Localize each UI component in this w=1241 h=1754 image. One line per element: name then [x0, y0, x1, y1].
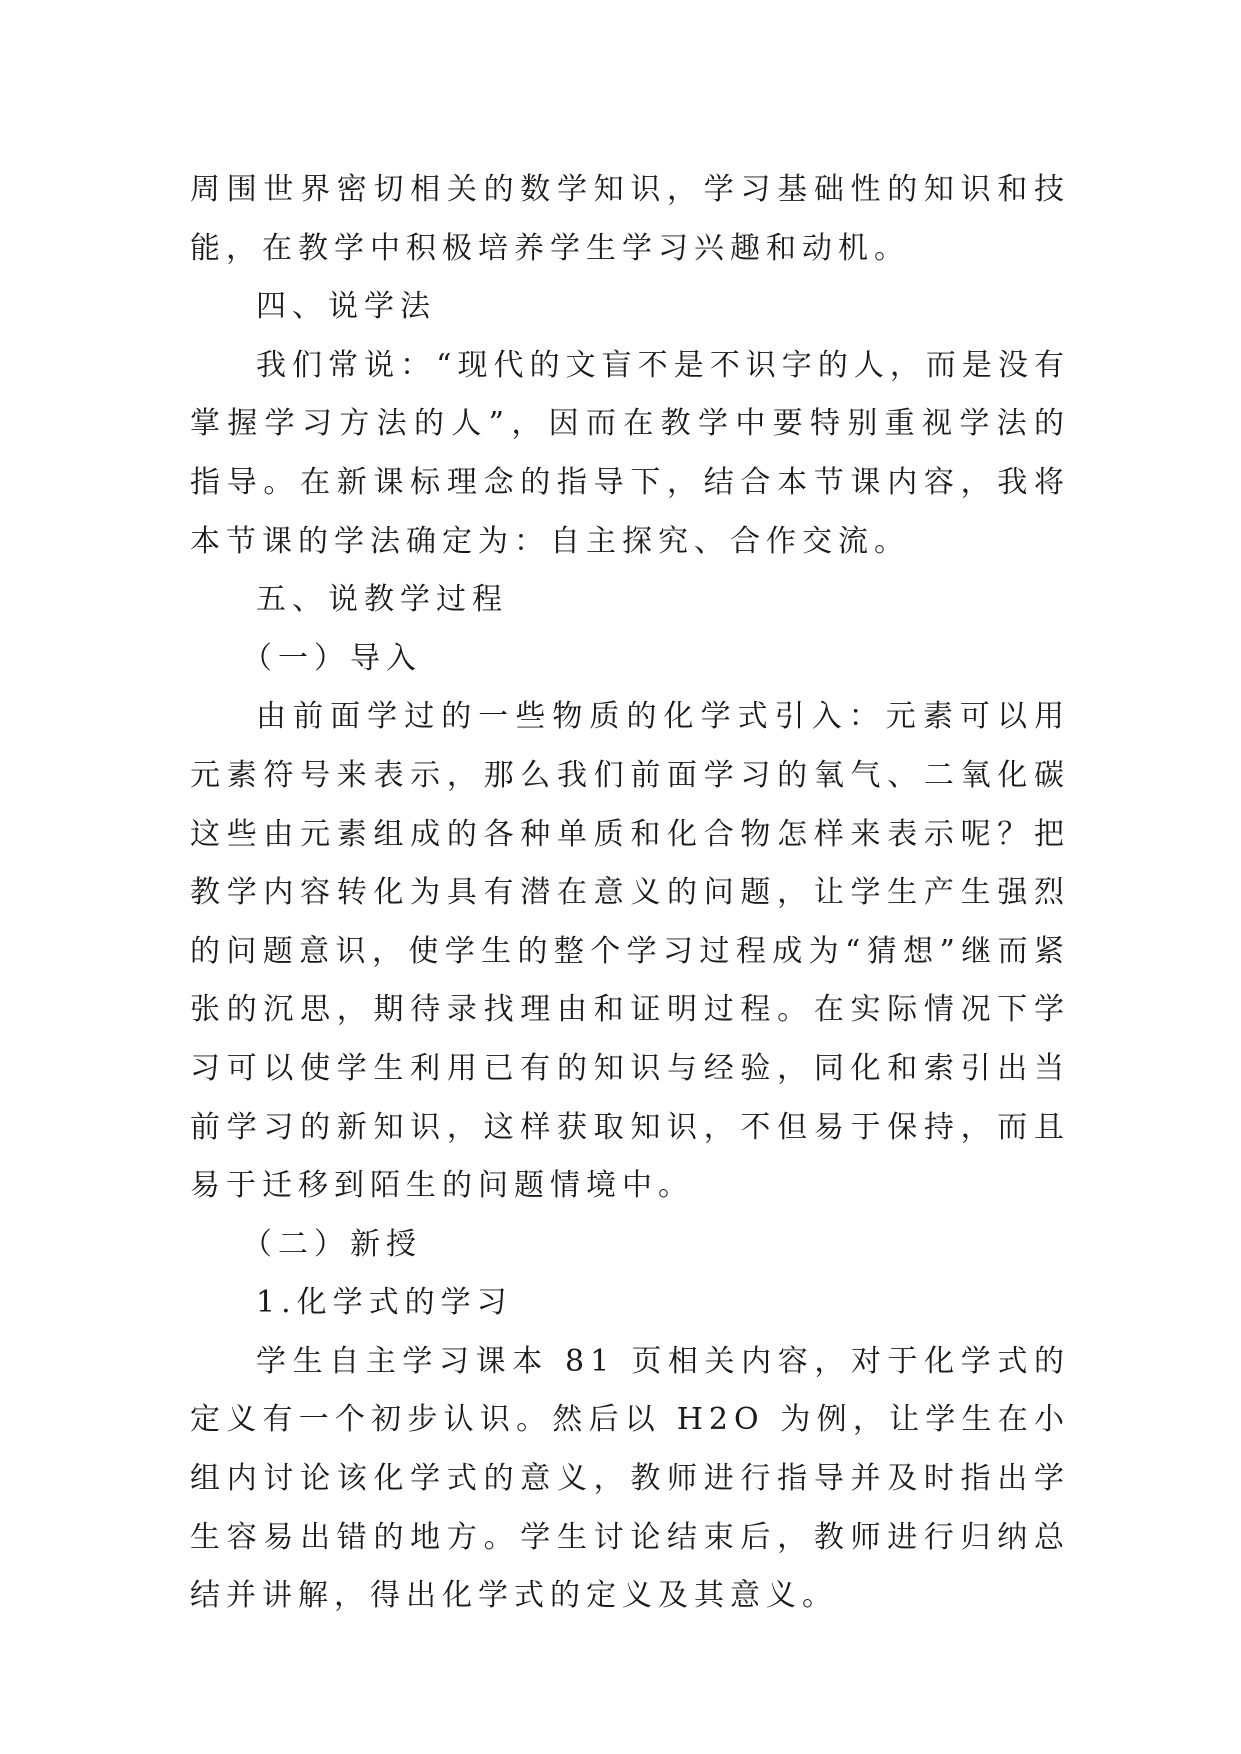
section-heading-teaching-process: 五、说教学过程	[256, 582, 508, 618]
subheading-chemical-formula: 1.化学式的学习	[256, 1285, 513, 1321]
section-heading-study-method: 四、说学法	[256, 289, 436, 325]
body-text	[190, 161, 1070, 1626]
paragraph-chemical-formula: 学生自主学习课本 81 页相关内容，对于化学式的定义有一个初步认识。然后以 H2O 为例，让学生在小组内讨论该化学式的意义，教师进行指导并及时指出学生容易出错的地方。学生讨论结束后，教师进行归纳总结并讲解，得出化学式的定义及其意义。	[190, 1343, 1070, 1614]
subheading-introduction: （一）导入	[242, 640, 422, 676]
paragraph-study-method: 我们常说：“现代的文盲不是不识字的人，而是没有掌握学习方法的人”，因而在教学中要特别重视学法的指导。在新课标理念的指导下，结合本节课内容，我将本节课的学法确定为：自主探究、合作交流。	[190, 347, 1070, 559]
paragraph-continuation: 周围世界密切相关的数学知识，学习基础性的知识和技能，在教学中积极培养学生学习兴趣和动机。	[190, 172, 1070, 266]
paragraph-introduction: 由前面学过的一些物质的化学式引入：元素可以用元素符号来表示，那么我们前面学习的氧气、二氧化碳这些由元素组成的各种单质和化合物怎样来表示呢？把教学内容转化为具有潜在意义的问题，让学生产生强烈的问题意识，使学生的整个学习过程成为“猜想”继而紧张的沉思，期待录找理由和证明过程。在实际情况下学习可以使学生利用已有的知识与经验，同化和索引出当前学习的新知识，这样获取知识，不但易于保持，而且易于迁移到陌生的问题情境中。	[190, 699, 1070, 1204]
subheading-new-lesson: （二）新授	[242, 1226, 422, 1262]
